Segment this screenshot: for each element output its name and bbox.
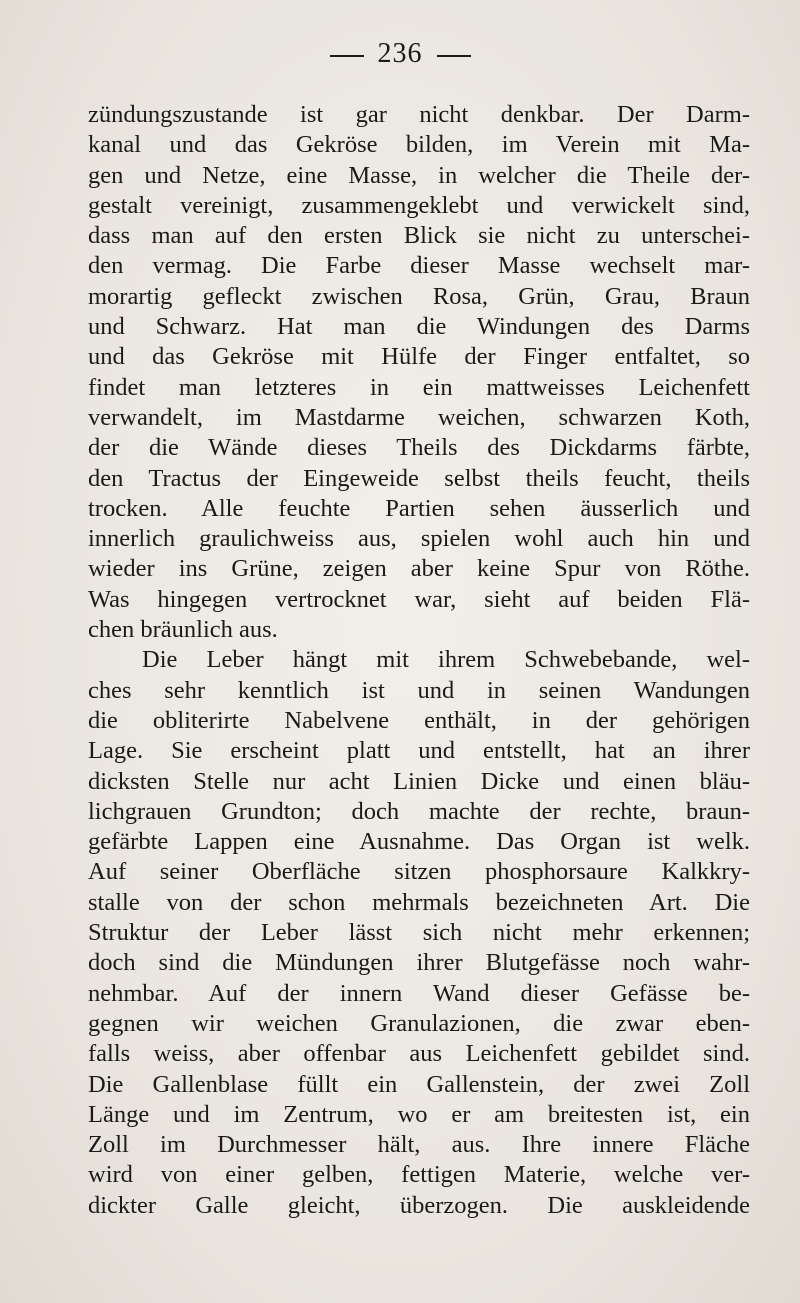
- text-line: die obliterirte Nabelvene enthält, in der gehörigen: [88, 706, 750, 734]
- header-dash-left: [330, 55, 364, 57]
- text-line: lichgrauen Grundton; doch machte der rechte, braun-: [88, 797, 750, 825]
- text-line: wieder ins Grüne, zeigen aber keine Spur von Röthe.: [88, 555, 750, 583]
- text-line: und das Gekröse mit Hülfe der Finger entfaltet, so: [88, 343, 750, 371]
- text-line: gegnen wir weichen Granulazionen, die zwar eben-: [88, 1009, 750, 1037]
- text-line: gestalt vereinigt, zusammengeklebt und verwickelt sind,: [88, 191, 750, 219]
- text-line: den vermag. Die Farbe dieser Masse wechselt mar-: [88, 252, 750, 280]
- text-line: nehmbar. Auf der innern Wand dieser Gefässe be-: [88, 979, 750, 1007]
- text-line: Auf seiner Oberfläche sitzen phosphorsaure Kalkkry-: [88, 858, 750, 886]
- header-dash-right: [437, 55, 471, 57]
- text-line: chen bräunlich aus.: [88, 616, 278, 644]
- text-line: dickter Galle gleicht, überzogen. Die auskleidende: [88, 1191, 750, 1219]
- text-line: Lage. Sie erscheint platt und entstellt, hat an ihrer: [88, 737, 750, 765]
- text-line: gen und Netze, eine Masse, in welcher die Theile der-: [88, 161, 750, 189]
- text-line: der die Wände dieses Theils des Dickdarms färbte,: [88, 434, 750, 462]
- text-line: falls weiss, aber offenbar aus Leichenfett gebildet sind.: [88, 1040, 750, 1068]
- page-header: [0, 38, 800, 70]
- text-line: doch sind die Mündungen ihrer Blutgefässe noch wahr-: [88, 949, 750, 977]
- text-line: Die Gallenblase füllt ein Gallenstein, der zwei Zoll: [88, 1070, 750, 1098]
- text-line: morartig gefleckt zwischen Rosa, Grün, Grau, Braun: [88, 282, 750, 310]
- text-line: dass man auf den ersten Blick sie nicht zu unterschei-: [88, 222, 750, 250]
- text-line: findet man letzteres in ein mattweisses Leichenfett: [88, 373, 750, 401]
- text-line: ches sehr kenntlich ist und in seinen Wandungen: [88, 676, 750, 704]
- text-line: dicksten Stelle nur acht Linien Dicke und einen bläu-: [88, 767, 750, 795]
- text-line: den Tractus der Eingeweide selbst theils feucht, theils: [88, 464, 750, 492]
- text-line: gefärbte Lappen eine Ausnahme. Das Organ ist welk.: [88, 828, 750, 856]
- text-line: Struktur der Leber lässt sich nicht mehr erkennen;: [88, 919, 750, 947]
- text-line: kanal und das Gekröse bilden, im Verein mit Ma-: [88, 131, 750, 159]
- text-line: Was hingegen vertrocknet war, sieht auf beiden Flä-: [88, 585, 750, 613]
- text-line: Länge und im Zentrum, wo er am breitesten ist, ein: [88, 1100, 750, 1128]
- text-line: stalle von der schon mehrmals bezeichneten Art. Die: [88, 888, 750, 916]
- text-line: Zoll im Durchmesser hält, aus. Ihre innere Fläche: [88, 1131, 750, 1159]
- body-text: [88, 100, 750, 1221]
- text-line: Die Leber hängt mit ihrem Schwebebande, wel-: [142, 646, 750, 674]
- text-line: zündungszustande ist gar nicht denkbar. Der Darm-: [88, 101, 750, 128]
- text-line: und Schwarz. Hat man die Windungen des Darms: [88, 313, 750, 341]
- text-line: verwandelt, im Mastdarme weichen, schwarzen Koth,: [88, 403, 750, 431]
- text-line: trocken. Alle feuchte Partien sehen äusserlich und: [88, 494, 750, 522]
- text-line: wird von einer gelben, fettigen Materie, welche ver-: [88, 1161, 750, 1189]
- text-line: innerlich graulichweiss aus, spielen wohl auch hin und: [88, 525, 750, 553]
- page-number: 236: [377, 38, 423, 69]
